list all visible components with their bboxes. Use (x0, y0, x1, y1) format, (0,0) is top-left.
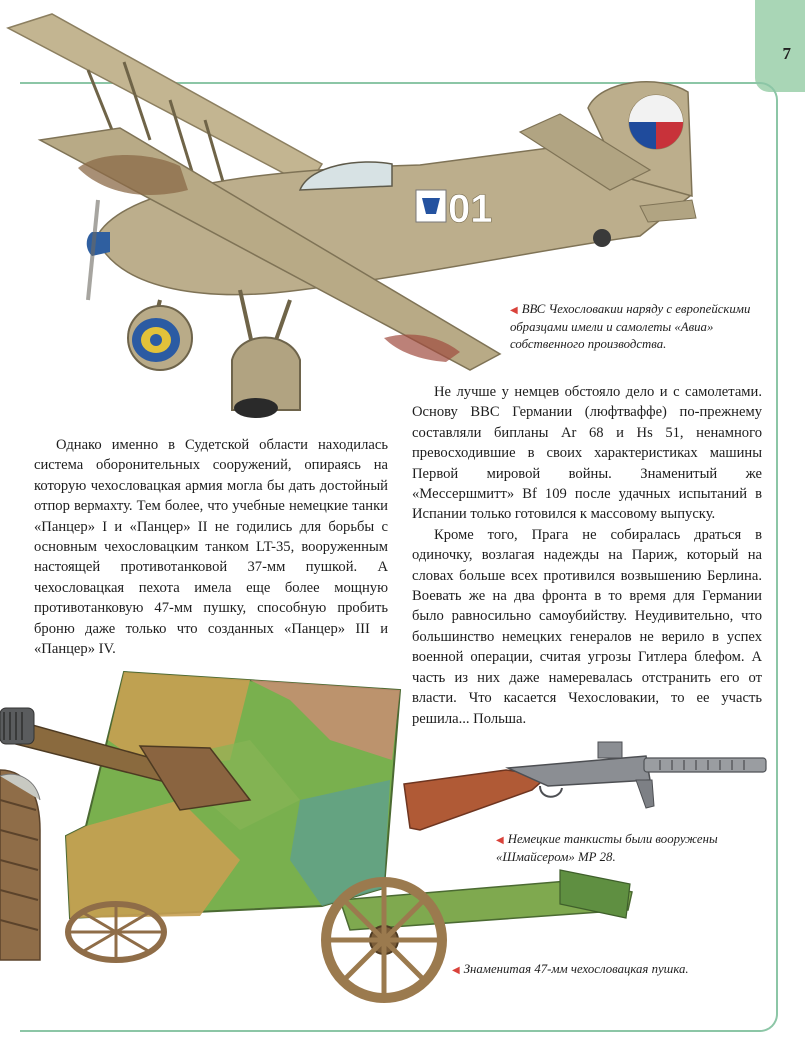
caption-plane-text: ВВС Чехословакии наряду с европейскими образцами имели и самолеты «Авиа» собственного производства. (510, 302, 751, 351)
caption-smg (496, 831, 766, 866)
caption-plane (510, 301, 765, 353)
caption-gun (452, 961, 752, 979)
right-paragraph-1: Не лучше у немцев обстояло дело и с самолетами. Основу ВВС Германии (люфтваффе) по-прежнему составляли бипланы Ar 68 и Hs 51, ненамного превосходившие в своих характеристиках машины Первой мировой войны. Знаменитый же «Мессершмитт» Bf 109 после удачных испытаний в Испании только готовился к массовому выпуску. (412, 384, 762, 523)
caption-gun-text: Знаменитая 47-мм чехословацкая пушка. (463, 962, 689, 976)
biplane-illustration (8, 14, 696, 418)
aircraft-marking: 01 (448, 187, 493, 231)
caption-marker-icon: ◀ (452, 965, 460, 976)
left-column (34, 435, 388, 659)
left-paragraph-1: Однако именно в Судетской области находилась система оборонительных сооружений, опираясь на которую чехословацкая армия могла бы дать достойный отпор вермахту. Тем более, что учебные немецкие танки «Панцер» I и «Панцер» II не годились для борьбы с основным чехословацким танком LT-35, вооруженным настоящей противотанковой 37-мм пушкой. А чехословацкая пехота имела еще более мощную противотанковую 47-мм пушку, способную пробить броню даже только что созданных «Панцер» III и «Панцер» IV. (34, 437, 388, 658)
caption-marker-icon: ◀ (510, 305, 518, 316)
page-number: 7 (782, 44, 791, 63)
right-paragraph-2: Кроме того, Прага не собиралась драться в одиночку, возлагая надежды на Париж, который на словах больше всех противился возвышению Берлина. Воевать же на два фронта в то время для Германии было равносильно самоубийству. Неудивительно, что большинство немецких генералов не верило в успех военной операции, считая угрозы Гитлера блефом. А часть из них даже намеревалась отстранить его от власти. Что касается Чехословакии, то ее участь решила... Польша. (412, 526, 762, 727)
mp28-illustration (404, 742, 766, 830)
caption-smg-text: Немецкие танкисты были вооружены «Шмайсером» МР 28. (496, 832, 718, 864)
right-column (412, 382, 762, 729)
caption-marker-icon: ◀ (496, 835, 504, 846)
